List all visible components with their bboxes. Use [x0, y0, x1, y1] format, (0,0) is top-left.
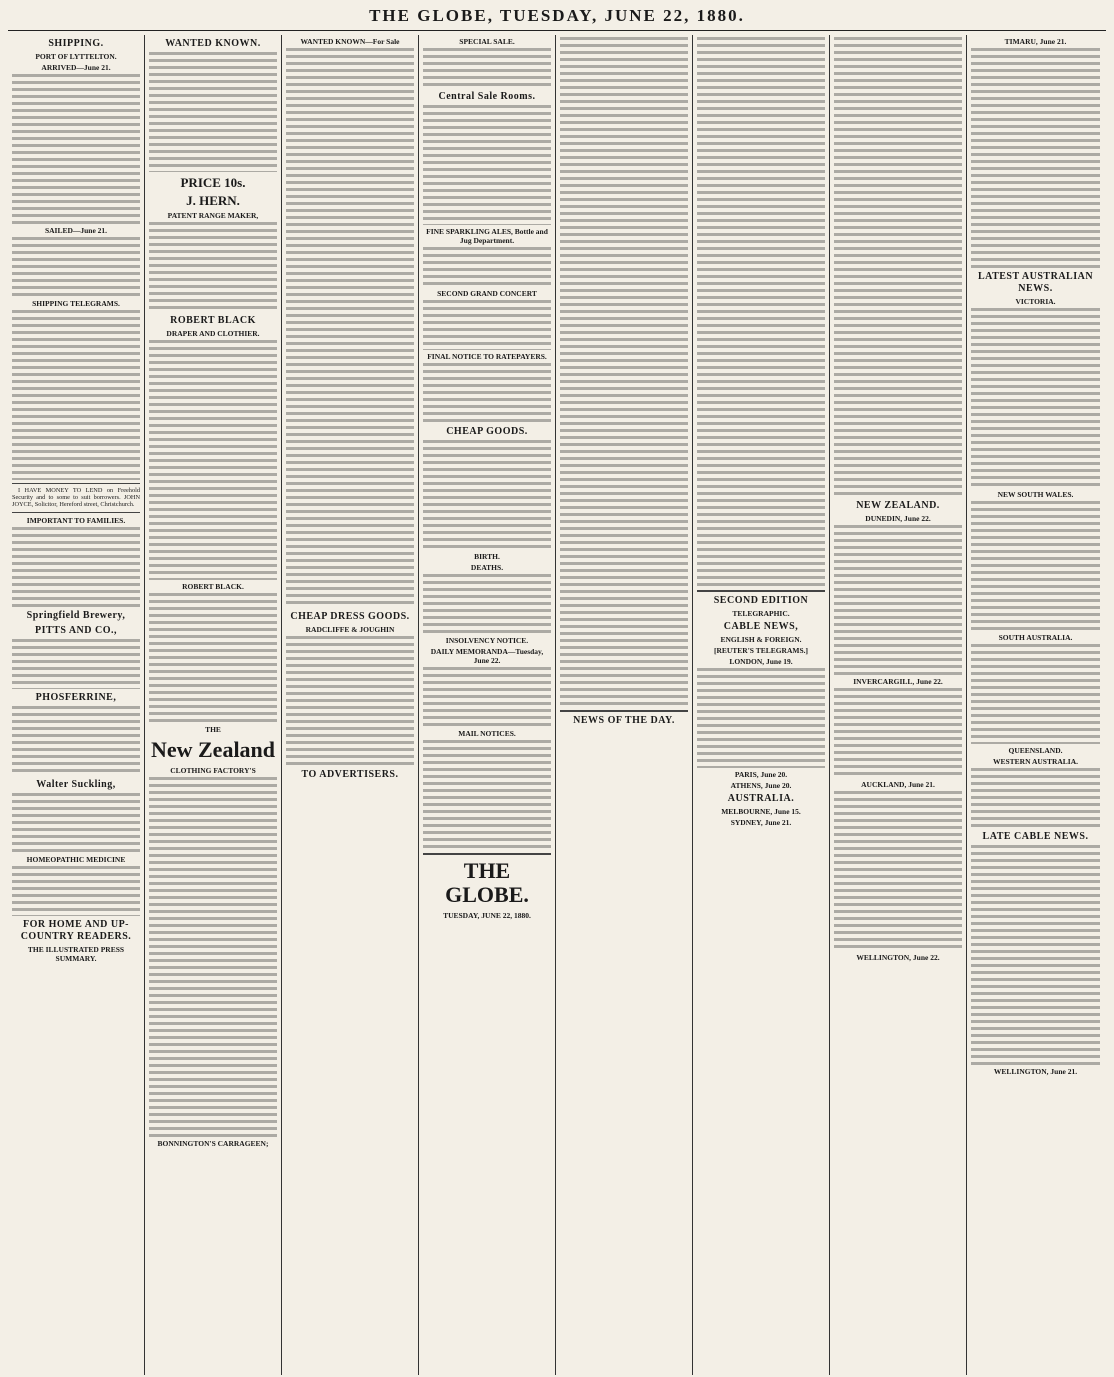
dunedin-text — [834, 525, 962, 675]
column-1 — [8, 35, 145, 1375]
latest-australian-heading: LATEST AUSTRALIAN NEWS. — [977, 271, 1094, 294]
victoria-heading: VICTORIA. — [1015, 297, 1056, 306]
wa-heading: WESTERN AUSTRALIA. — [992, 757, 1079, 766]
the-heading: THE — [205, 725, 221, 734]
cheap-text — [423, 440, 551, 550]
column-8 — [967, 35, 1104, 1375]
clothing-heading: CLOTHING FACTORY'S — [170, 766, 256, 775]
invercargill-dateline: INVERCARGILL, June 22. — [853, 677, 943, 686]
radcliffe-heading: RADCLIFFE & JOUGHIN — [305, 625, 395, 634]
news-heading: NEWS OF THE DAY. — [573, 715, 675, 726]
brewery-text — [12, 639, 140, 689]
telegraphic-heading: TELEGRAPHIC. — [732, 609, 790, 618]
masthead: THE GLOBE, TUESDAY, JUNE 22, 1880. — [8, 6, 1106, 31]
column-3 — [282, 35, 419, 1375]
sailed-text — [12, 237, 140, 297]
divider — [12, 483, 140, 484]
illustrated-heading: THE ILLUSTRATED PRESS SUMMARY. — [27, 944, 125, 963]
late-cable-text — [971, 845, 1100, 1065]
reuter-heading: [REUTER'S TELEGRAMS.] — [713, 646, 809, 655]
globe-heading: THE GLOBE. — [445, 858, 529, 907]
telegrams-heading: SHIPPING TELEGRAMS. — [32, 299, 120, 308]
globe-date: TUESDAY, JUNE 22, 1880. — [443, 911, 531, 920]
hern-text — [149, 222, 277, 312]
athens-dateline: ATHENS, June 20. — [730, 781, 792, 790]
ratepayers-text — [423, 363, 551, 423]
column-2 — [145, 35, 282, 1375]
late-cable-heading: LATE CABLE NEWS. — [982, 831, 1089, 842]
invercargill-text — [834, 688, 962, 778]
ales-text — [423, 247, 551, 287]
column-6 — [693, 35, 830, 1375]
divider — [423, 853, 551, 855]
deaths-heading: DEATHS. — [470, 563, 504, 572]
central-sale-heading: Central Sale Rooms. — [438, 91, 536, 102]
divider — [697, 590, 825, 592]
wellington-dateline-2: WELLINGTON, June 21. — [993, 1067, 1078, 1076]
rb-heading: ROBERT BLACK. — [182, 582, 244, 591]
english-heading: ENGLISH & FOREIGN. — [720, 635, 802, 644]
cable-heading: CABLE NEWS, — [723, 621, 799, 632]
nsw-heading: NEW SOUTH WALES. — [997, 490, 1074, 499]
home-heading: FOR HOME AND UP-COUNTRY READERS. — [20, 918, 132, 942]
ad-money: I HAVE MONEY TO LEND on Freehold Security and to some to suit borrowers. JOHN JOYCE, Solicitor, Hereford street, Christchurch. — [12, 487, 140, 509]
new-zealand-heading: NEW ZEALAND. — [856, 500, 940, 511]
col5-text — [560, 37, 688, 707]
deaths-text — [423, 574, 551, 634]
london-dateline: LONDON, June 19. — [729, 657, 793, 666]
nz-heading: New Zealand — [150, 737, 276, 762]
radcliffe-text — [286, 636, 414, 766]
black-subheading: DRAPER AND CLOTHIER. — [166, 329, 260, 338]
central-text — [423, 105, 551, 225]
hern-heading: J. HERN. — [186, 193, 240, 208]
ratepayers-heading: FINAL NOTICE TO RATEPAYERS. — [427, 352, 547, 361]
second-edition-heading: SECOND EDITION — [713, 595, 809, 606]
price-heading: PRICE 10s. — [180, 175, 246, 190]
homeopathic-heading: HOMEOPATHIC MEDICINE — [26, 854, 126, 864]
concert-heading: SECOND GRAND CONCERT — [437, 289, 537, 298]
phosferrine-heading: PHOSFERRINE, — [35, 691, 117, 703]
timaru-dateline: TIMARU, June 21. — [1004, 37, 1067, 46]
ales-heading: FINE SPARKLING ALES, Bottle and Jug Department. — [426, 227, 548, 245]
homeo-text — [12, 866, 140, 916]
black-text — [149, 340, 277, 580]
wk-heading: WANTED KNOWN—For Sale — [300, 37, 400, 46]
wk-text — [286, 48, 414, 608]
port-heading: PORT OF LYTTELTON. — [35, 52, 117, 61]
sailed-heading: SAILED—June 21. — [44, 226, 108, 235]
insolvency-heading: INSOLVENCY NOTICE. — [445, 636, 529, 645]
phos-text — [12, 706, 140, 776]
col7-top-text — [834, 37, 962, 497]
column-5 — [556, 35, 693, 1375]
timaru-text — [971, 48, 1100, 268]
col6-top-text — [697, 37, 825, 587]
families-text — [12, 527, 140, 607]
divider — [560, 710, 688, 712]
wa-text — [971, 768, 1100, 828]
melbourne-dateline: MELBOURNE, June 15. — [721, 807, 801, 816]
sa-heading: SOUTH AUSTRALIA. — [998, 633, 1073, 642]
qld-heading: QUEENSLAND. — [1008, 746, 1063, 755]
concert-text — [423, 300, 551, 350]
london-text — [697, 668, 825, 768]
divider — [12, 512, 140, 513]
column-4 — [419, 35, 556, 1375]
bonnington-heading: BONNINGTON'S CARRAGEEN; — [157, 1139, 269, 1148]
australia-heading: AUSTRALIA. — [727, 793, 795, 804]
birth-heading: BIRTH. — [474, 552, 500, 561]
pitts-heading: PITTS AND CO., — [34, 624, 117, 636]
mail-text — [423, 740, 551, 850]
families-heading: IMPORTANT TO FAMILIES. — [26, 515, 126, 525]
wellington-dateline: WELLINGTON, June 22. — [856, 953, 940, 962]
brewery-heading: Springfield Brewery, — [26, 609, 126, 621]
wanted-text — [149, 52, 277, 172]
mail-heading: MAIL NOTICES. — [458, 729, 516, 738]
paris-dateline: PARIS, June 20. — [734, 770, 788, 779]
arrived-heading: ARRIVED—June 21. — [41, 63, 111, 72]
auckland-dateline: AUCKLAND, June 21. — [861, 780, 935, 789]
columns — [8, 35, 1106, 1375]
cheap-dress-heading: CHEAP DRESS GOODS. — [290, 611, 410, 622]
column-7 — [830, 35, 967, 1375]
nsw-text — [971, 501, 1100, 631]
shipping-text — [12, 74, 140, 224]
memoranda-heading: DAILY MEMORANDA—Tuesday, June 22. — [430, 647, 544, 665]
sydney-dateline: SYDNEY, June 21. — [730, 818, 792, 827]
wanted-known-heading: WANTED KNOWN. — [165, 38, 261, 49]
shipping-heading: SHIPPING. — [48, 38, 104, 49]
special-text — [423, 48, 551, 88]
telegrams-text — [12, 310, 140, 480]
clothing-text — [149, 777, 277, 1137]
hern-subheading: PATENT RANGE MAKER, — [167, 211, 259, 220]
black-heading: ROBERT BLACK — [170, 315, 256, 326]
victoria-text — [971, 308, 1100, 488]
walter-heading: Walter Suckling, — [36, 778, 116, 790]
auckland-text — [834, 791, 962, 951]
sa-text — [971, 644, 1100, 744]
walter-text — [12, 793, 140, 853]
dunedin-dateline: DUNEDIN, June 22. — [865, 514, 931, 523]
rb-text — [149, 593, 277, 723]
special-sale-heading: SPECIAL SALE. — [459, 37, 515, 46]
cheap-goods-heading: CHEAP GOODS. — [446, 426, 528, 437]
advertisers-heading: TO ADVERTISERS. — [301, 769, 399, 780]
memo-text — [423, 667, 551, 727]
